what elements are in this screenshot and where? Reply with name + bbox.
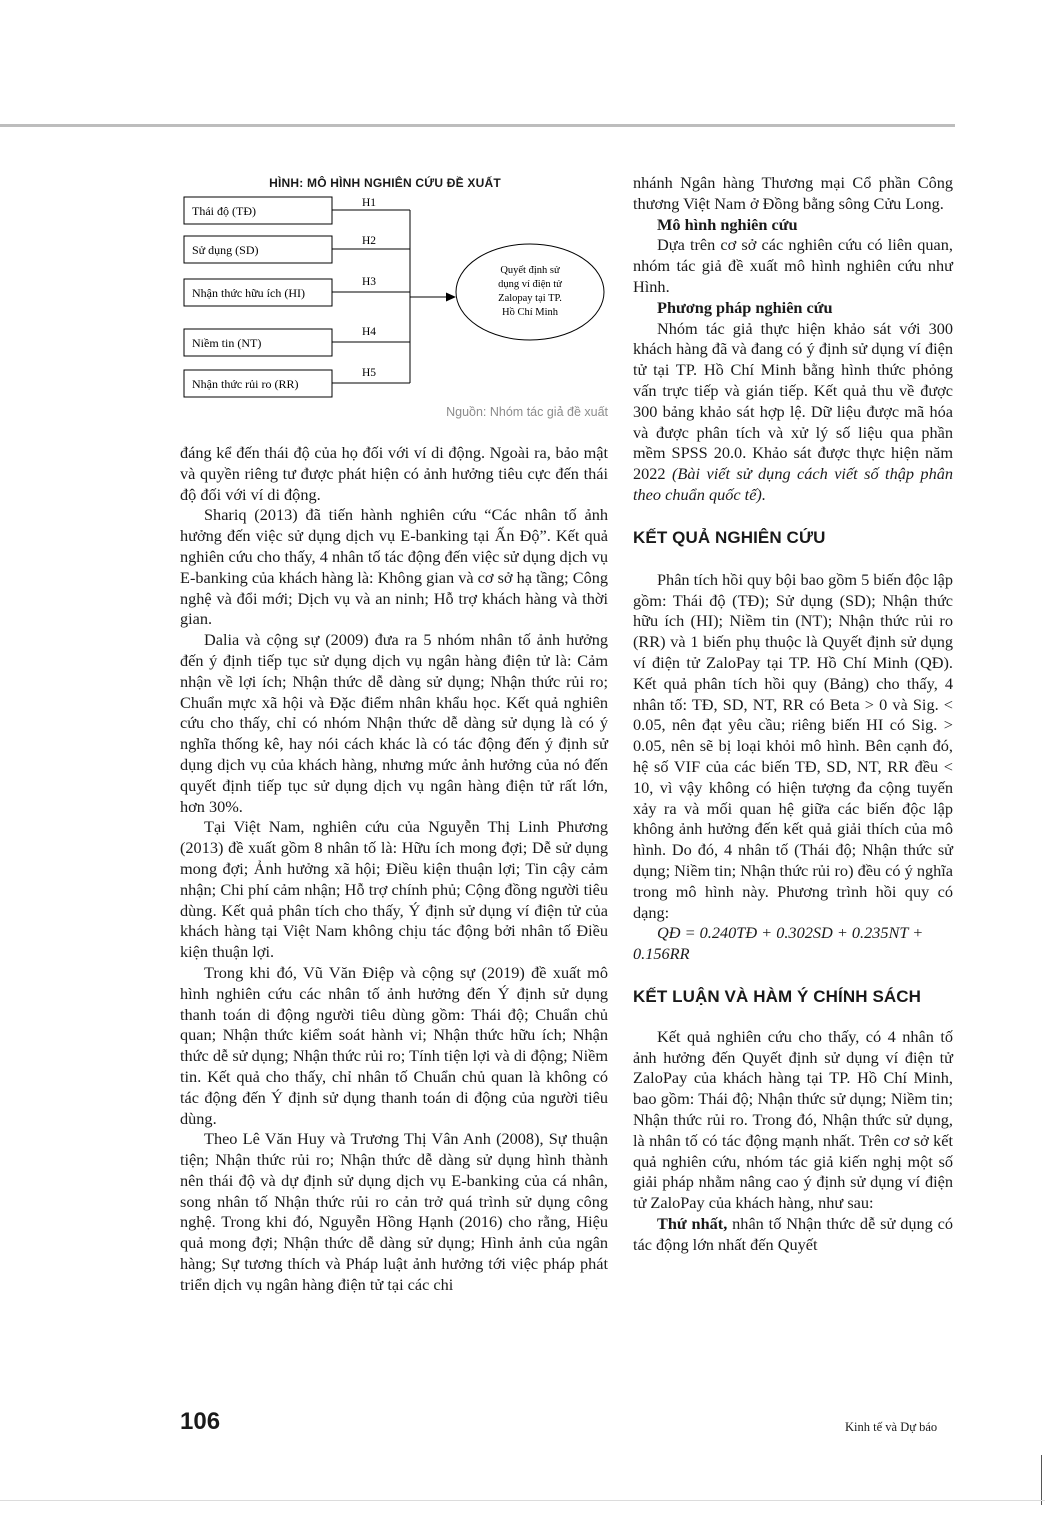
hypothesis-label-3: H3 xyxy=(362,276,377,288)
conclusion-heading: KẾT LUẬN VÀ HÀM Ý CHÍNH SÁCH xyxy=(633,986,922,1006)
outcome-line-2: dụng ví điện tử xyxy=(498,279,562,290)
factor-box-3 xyxy=(184,279,332,306)
factor-box-2 xyxy=(184,236,332,263)
method-subheading: Phương pháp nghiên cứu xyxy=(657,297,833,317)
right-paragraph-4: Phân tích hồi quy bội bao gồm 5 biến độc lập gồm: Thái độ (TĐ); Sử dụng (SD); Nhận thức hữu ích (HI); Niềm tin (NT); Nhận thức rủi ro (RR) và 1 biến phụ thuộc là Quyết định sử dụng ví điện tử ZaloPay tại TP. Hồ Chí Minh (QĐ). Kết quả phân tích hồi quy (Bảng) cho thấy, 4 nhân tố: TĐ, SD, NT, RR có Beta > 0 và Sig. < 0.05, nên đạt yêu cầu; riêng biến HI có Sig. > 0.05, nên sẽ bị loại khỏi mô hình. Bên cạnh đó, hệ số VIF của các biến TĐ, SD, NT, RR đều < 10, vì vậy không có hiện tượng đa cộng tuyến xảy ra và mối quan hệ giữa các biến độc lập không ảnh hưởng đến kết quả giải thích của mô hình. Do đó, 4 nhân tố (Thái độ; Nhận thức sử dụng; Niềm tin; Nhận thức rủi ro) đều có ý nghĩa trong mô hình này. Phương trình hồi quy có dạng: xyxy=(633,569,953,922)
right-paragraph-5: Kết quả nghiên cứu cho thấy, có 4 nhân tố ảnh hưởng đến Quyết định sử dụng ví điện tử ZaloPay của khách hàng tại TP. Hồ Chí Minh, bao gồm: Thái độ; Nhận thức sử dụng; Niềm tin; Nhận thức rủi ro. Trong đó, Nhận thức sử dụng, là nhân tố có tác động mạnh nhất. Trên cơ sở kết quả nghiên cứu, nhóm tác giả kiến nghị một số giải pháp nhằm nâng cao ý định sử dụng ví điện tử ZaloPay của khách hàng, như sau: xyxy=(633,1026,953,1213)
left-column xyxy=(180,443,608,1296)
left-paragraph-3: Dalia và cộng sự (2009) đưa ra 5 nhóm nhân tố ảnh hưởng đến ý định tiếp tục sử dụng dịch vụ ngân hàng điện tử là: Cảm nhận về lợi ích; Nhận thức dễ dàng sử dụng; Nhận thức rủi ro; Chuẩn mực xã hội và Đặc điểm nhân khẩu học. Kết quả nghiên cứu cho thấy, chỉ có nhóm Nhận thức dễ dàng sử dụng là có ý nghĩa thống kê, hay nói cách khác là có tác động đến ý định sử dụng dịch vụ của khách hàng, nhưng mức ảnh hưởng của nó đến quyết định tiếp tục sử dụng dịch vụ ngân hàng điện tử rất lớn, hơn 30%. xyxy=(180,630,608,816)
factor-label-2: Sử dụng (SD) xyxy=(192,243,259,257)
hypothesis-label-1: H1 xyxy=(362,197,377,209)
outcome-ellipse xyxy=(456,244,604,340)
outcome-line-1: Quyết định sử xyxy=(500,265,560,276)
factor-label-1: Thái độ (TĐ) xyxy=(192,204,256,218)
hypothesis-label-2: H2 xyxy=(362,235,377,247)
factor-box-5 xyxy=(184,370,332,397)
left-paragraph-6: Theo Lê Văn Huy và Trương Thị Vân Anh (2008), Sự thuận tiện; Nhận thức rủi ro; Nhận thức dễ dàng sử dụng hình thành nên thái độ và dự định sử dụng dịch vụ E-banking của cá nhân, song nhân tố Nhận thức rủi ro cản trở quá trình sử dụng công nghệ. Trong khi đó, Nguyễn Hồng Hạnh (2016) cho rằng, Hiệu quả mong đợi; Nhận thức dễ dàng sử dụng; Hình ảnh của ngân hàng; Sự tương thích và Pháp luật ảnh hưởng tới việc pháp phát triển dịch vụ ngân hàng điện tử tại các chi xyxy=(180,1129,608,1294)
right-paragraph-2: Dựa trên cơ sở các nghiên cứu có liên quan, nhóm tác giả đề xuất mô hình nghiên cứu như Hình. xyxy=(633,235,953,296)
page-number: 106 xyxy=(180,1408,221,1435)
first-point-text: nhân tố Nhận thức dễ sử dụng có tác động lớn nhất đến Quyết xyxy=(633,1214,953,1254)
model-diagram xyxy=(180,172,610,427)
right-column xyxy=(633,173,953,1256)
factor-label-4: Niềm tin (NT) xyxy=(192,336,262,350)
decimal-note: (Bài viết sử dụng cách viết số thập phân theo chuẩn quốc tế). xyxy=(633,464,953,504)
hypothesis-label-5: H5 xyxy=(362,367,377,379)
first-point-lead: Thứ nhất, xyxy=(657,1214,728,1234)
regression-formula: QĐ = 0.240TĐ + 0.302SD + 0.235NT + 0.156RR xyxy=(633,923,924,964)
right-paragraph-3 xyxy=(633,319,953,506)
journal-name: Kinh tế và Dự báo xyxy=(845,1420,938,1434)
factor-label-5: Nhận thức rủi ro (RR) xyxy=(192,377,299,391)
method-text: Nhóm tác giả thực hiện khảo sát với 300 khách hàng đã và đang có ý định sử dụng ví điện tử tại TP. Hồ Chí Minh bằng hình thức phỏng vấn trực tiếp và gián tiếp. Kết quả thu về được 300 bảng khảo sát hợp lệ. Dữ liệu được mã hóa và được phân tích và xử lý số liệu qua phần mềm SPSS 20.0. Khảo sát được thực hiện năm 2022 xyxy=(633,318,953,484)
figure-source: Nguồn: Nhóm tác giả đề xuất xyxy=(446,405,608,419)
results-heading: KẾT QUẢ NGHIÊN CỨU xyxy=(633,527,826,547)
left-paragraph-4: Tại Việt Nam, nghiên cứu của Nguyễn Thị Linh Phương (2013) đề xuất gồm 8 nhân tố là: Hữu ích mong đợi; Dễ sử dụng mong đợi; Ảnh hưởng xã hội; Điều kiện thuận lợi; Tin cậy cảm nhận; Chi phí cảm nhận; Hỗ trợ chính phủ; Cộng đồng người tiêu dùng. Kết quả phân tích cho thấy, Ý định sử dụng ví điện tử của khách hàng tại Việt Nam không chịu tác động bởi nhân tố Điều kiện thuận lợi. xyxy=(180,817,608,962)
header-rule xyxy=(0,124,955,127)
outcome-line-3: Zalopay tại TP. xyxy=(498,293,562,304)
factor-box-1 xyxy=(184,197,332,224)
left-paragraph-5: Trong khi đó, Vũ Văn Điệp và cộng sự (2019) đề xuất mô hình nghiên cứu các nhân tố ảnh hưởng đến Ý định sử dụng thanh toán di động người tiêu dùng gồm: Thái độ; Chuẩn chủ quan; Nhận thức kiểm soát hành vi; Nhận thức hữu ích; Nhận thức dễ sử dụng; Nhận thức rủi ro; Tính tiện lợi và di động; Niềm tin. Kết quả cho thấy, chỉ nhân tố Chuẩn chủ quan là không có tác động đến Ý định sử dụng thanh toán di động của người tiêu dùng. xyxy=(180,962,608,1128)
left-paragraph-2: Shariq (2013) đã tiến hành nghiên cứu “Các nhân tố ảnh hưởng đến việc sử dụng dịch vụ E-banking tại Ấn Độ”. Kết quả nghiên cứu cho thấy, 4 nhân tố tác động đến việc sử dụng dịch vụ E-banking của khách hàng là: Không gian và cơ sở hạ tầng; Công nghệ và đổi mới; Dịch vụ và an ninh; Hỗ trợ khách hàng và thời gian. xyxy=(180,505,608,629)
right-paragraph-6 xyxy=(633,1214,953,1256)
hypothesis-label-4: H4 xyxy=(362,326,377,338)
arrow-head-icon xyxy=(446,293,456,302)
figure-title: HÌNH: MÔ HÌNH NGHIÊN CỨU ĐỀ XUẤT xyxy=(269,176,501,190)
edge-rule xyxy=(1041,1455,1042,1505)
research-model-figure xyxy=(180,172,610,427)
factor-box-4 xyxy=(184,329,332,356)
footer-rule xyxy=(0,1500,1045,1501)
factor-label-3: Nhận thức hữu ích (HI) xyxy=(192,286,305,300)
outcome-line-4: Hồ Chí Minh xyxy=(501,307,559,318)
right-paragraph-1: nhánh Ngân hàng Thương mại Cổ phần Công thương Việt Nam ở Đồng bằng sông Cửu Long. xyxy=(633,173,953,213)
model-subheading: Mô hình nghiên cứu xyxy=(657,214,798,234)
left-paragraph-1: đáng kể đến thái độ của họ đối với ví di động. Ngoài ra, bảo mật và quyền riêng tư được phát hiện có ảnh hưởng tiêu cực đến thái độ đối với ví di động. xyxy=(180,443,608,504)
connector-lines xyxy=(332,210,450,383)
